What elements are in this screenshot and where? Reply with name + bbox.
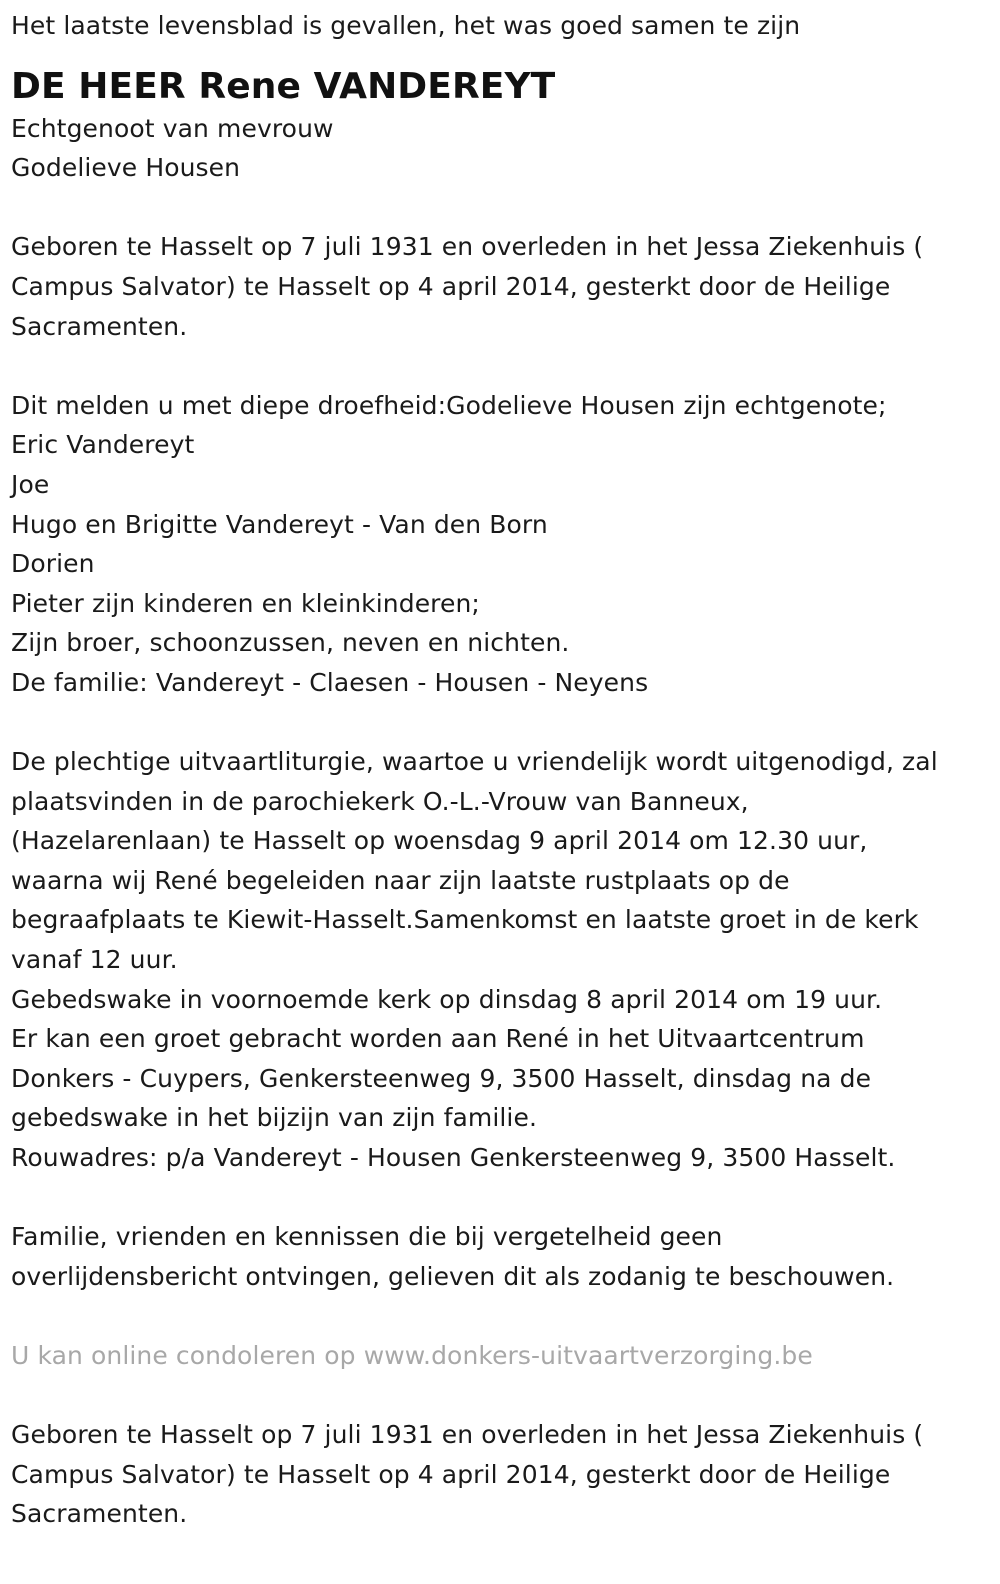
announcement-paragraph bbox=[11, 386, 991, 703]
spacer bbox=[11, 1376, 991, 1416]
notice-paragraph bbox=[11, 1217, 991, 1296]
paragraph-line: Sacramenten. bbox=[11, 311, 188, 341]
paragraph-line: Dit melden u met diepe droefheid:Godelieve Housen zijn echtgenote; bbox=[11, 390, 887, 420]
spacer bbox=[11, 346, 991, 386]
spouse-line: Echtgenoot van mevrouw bbox=[11, 113, 334, 143]
motto: Het laatste levensblad is gevallen, het was goed samen te zijn bbox=[11, 11, 801, 40]
paragraph-line: waarna wij René begeleiden naar zijn laatste rustplaats op de bbox=[11, 865, 790, 895]
paragraph-line: overlijdensbericht ontvingen, gelieven dit als zodanig te beschouwen. bbox=[11, 1261, 895, 1291]
spacer bbox=[11, 1296, 991, 1336]
family-member: Hugo en Brigitte Vandereyt - Van den Born bbox=[11, 509, 548, 539]
family-member: Eric Vandereyt bbox=[11, 430, 195, 460]
paragraph-line: Geboren te Hasselt op 7 juli 1931 en overleden in het Jessa Ziekenhuis ( bbox=[11, 1420, 924, 1450]
paragraph-line: Donkers - Cuypers, Genkersteenweg 9, 3500 Hasselt, dinsdag na de bbox=[11, 1063, 872, 1093]
family-member: Joe bbox=[11, 469, 50, 499]
paragraph-line: Er kan een groet gebracht worden aan René in het Uitvaartcentrum bbox=[11, 1024, 865, 1054]
mourning-address: Rouwadres: p/a Vandereyt - Housen Genkersteenweg 9, 3500 Hasselt. bbox=[11, 1143, 896, 1173]
spacer bbox=[11, 703, 991, 743]
spacer bbox=[11, 188, 991, 228]
paragraph-line: (Hazelarenlaan) te Hasselt op woensdag 9 april 2014 om 12.30 uur, bbox=[11, 826, 868, 856]
online-condolence-text: U kan online condoleren op www.donkers-uitvaartverzorging.be bbox=[11, 1341, 813, 1370]
family-member: Zijn broer, schoonzussen, neven en nichten. bbox=[11, 628, 570, 658]
paragraph-line: Familie, vrienden en kennissen die bij vergetelheid geen bbox=[11, 1222, 723, 1252]
birth-death-paragraph-repeat bbox=[11, 1415, 991, 1534]
paragraph-line: Gebedswake in voornoemde kerk op dinsdag 8 april 2014 om 19 uur. bbox=[11, 984, 883, 1014]
paragraph-line: De plechtige uitvaartliturgie, waartoe u vriendelijk wordt uitgenodigd, zal bbox=[11, 747, 938, 777]
family-names: De familie: Vandereyt - Claesen - Housen - Neyens bbox=[11, 667, 649, 697]
paragraph-line: Campus Salvator) te Hasselt op 4 april 2014, gesterkt door de Heilige bbox=[11, 271, 891, 301]
family-member: Dorien bbox=[11, 549, 95, 579]
spouse-block bbox=[11, 109, 991, 188]
paragraph-line: vanaf 12 uur. bbox=[11, 945, 178, 975]
paragraph-line: gebedswake in het bijzijn van zijn familie. bbox=[11, 1103, 538, 1133]
paragraph-line: Campus Salvator) te Hasselt op 4 april 2014, gesterkt door de Heilige bbox=[11, 1459, 891, 1489]
deceased-name: DE HEER Rene VANDEREYT bbox=[11, 65, 556, 107]
ceremony-paragraph bbox=[11, 742, 991, 1178]
paragraph-line: begraafplaats te Kiewit-Hasselt.Samenkomst en laatste groet in de kerk bbox=[11, 905, 919, 935]
spouse-line: Godelieve Housen bbox=[11, 153, 241, 183]
obituary-document bbox=[11, 6, 991, 1534]
family-member: Pieter zijn kinderen en kleinkinderen; bbox=[11, 588, 480, 618]
paragraph-line: plaatsvinden in de parochiekerk O.-L.-Vrouw van Banneux, bbox=[11, 786, 749, 816]
paragraph-line: Geboren te Hasselt op 7 juli 1931 en overleden in het Jessa Ziekenhuis ( bbox=[11, 232, 924, 262]
spacer bbox=[11, 1178, 991, 1218]
paragraph-line: Sacramenten. bbox=[11, 1499, 188, 1529]
birth-death-paragraph bbox=[11, 227, 991, 346]
